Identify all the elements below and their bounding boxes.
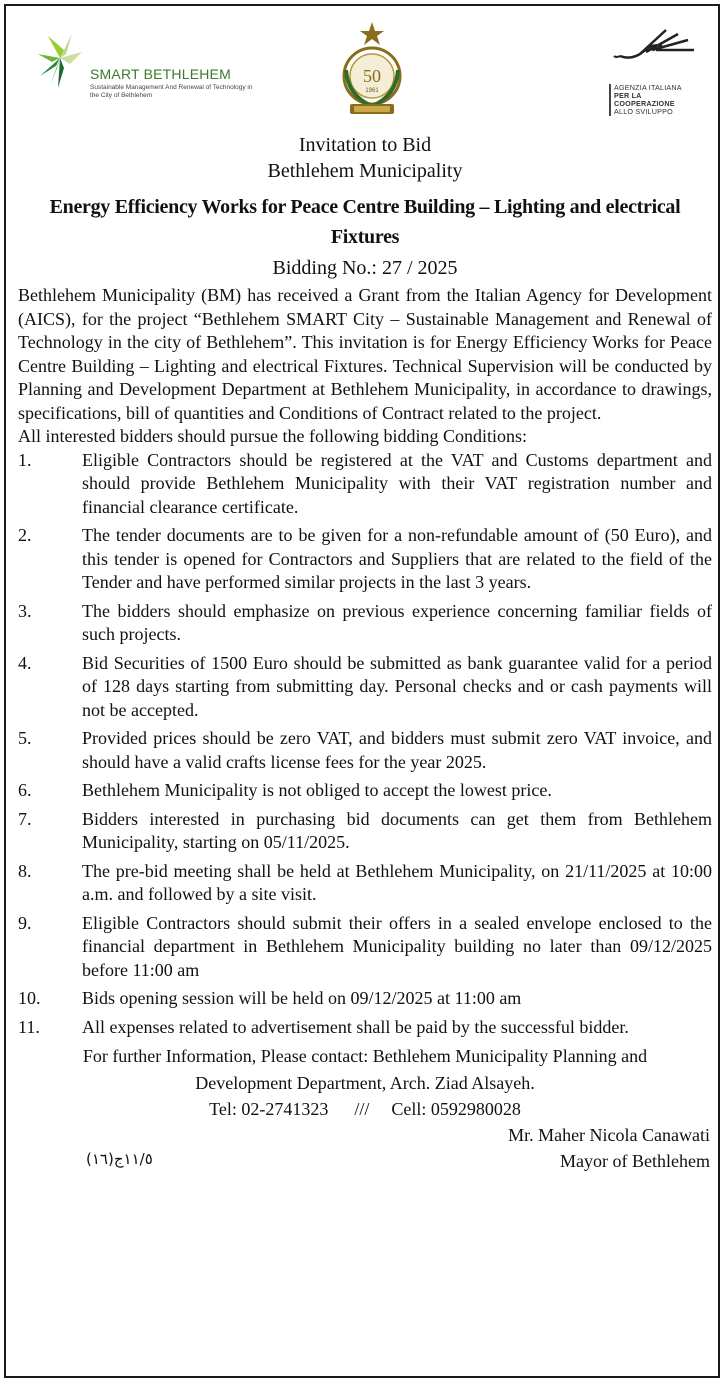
municipality-seal bbox=[332, 20, 412, 120]
signatory-title: Mayor of Bethlehem bbox=[560, 1151, 710, 1171]
condition-number: 2. bbox=[18, 525, 32, 545]
reference-code: (١٦)١١/٥ج bbox=[86, 1150, 153, 1168]
condition-number: 5. bbox=[18, 728, 32, 748]
aics-line-2: PER LA COOPERAZIONE bbox=[614, 91, 675, 108]
condition-number: 3. bbox=[18, 600, 32, 621]
conditions-list bbox=[18, 449, 712, 1040]
invitation-heading: Invitation to Bid bbox=[298, 134, 432, 156]
condition-number: 10. bbox=[18, 988, 41, 1008]
municipality-seal-icon bbox=[332, 20, 412, 120]
seal-year: 1961 bbox=[365, 88, 379, 94]
smart-bethlehem-subtitle: Sustainable Management And Renewal of Technology in the City of Bethlehem bbox=[90, 84, 253, 99]
cell-number: Cell: 0592980028 bbox=[391, 1099, 521, 1119]
condition-item bbox=[18, 1016, 712, 1040]
condition-text: Eligible Contractors should be registered at the VAT and Customs department and should provide Bethlehem Municipality with their VAT registration number and financial clearance certificate. bbox=[82, 449, 712, 517]
condition-number: 1. bbox=[18, 449, 32, 470]
condition-text: The pre-bid meeting shall be held at Bethlehem Municipality, on 21/11/2025 at 10:00 a.m. and followed by a site visit. bbox=[82, 860, 712, 904]
condition-text: The tender documents are to be given for a non-refundable amount of (50 Euro), and this tender is opened for Contractors and Suppliers that are related to the field of the Tender and have performed similar projects in the last 3 years. bbox=[82, 525, 712, 592]
phone-separator: /// bbox=[354, 1099, 370, 1119]
smart-bethlehem-leaf-icon bbox=[30, 28, 90, 112]
condition-item bbox=[18, 987, 712, 1011]
condition-item bbox=[18, 808, 712, 855]
condition-text: Eligible Contractors should submit their offers in a sealed envelope enclosed to the financial department in Bethlehem Municipality building no later than 09/12/2025 before 11:00 am bbox=[82, 912, 712, 980]
intro-paragraph: Bethlehem Municipality (BM) has received a Grant from the Italian Agency for Development (AICS), for the project “Bethlehem SMART City – Sustainable Management and Renewal of Technology in the city of Bethlehem”. This invitation is for Energy Efficiency Works for Peace Centre Building – Lighting and electrical Fixtures. Technical Supervision will be conducted by Planning and Development Department at Bethlehem Municipality, in accordance to drawings, specifications, bill of quantities and Conditions of Contract related to the project. bbox=[18, 285, 712, 423]
dove-icon bbox=[606, 26, 706, 82]
condition-item bbox=[18, 524, 712, 595]
condition-number: 4. bbox=[18, 652, 32, 673]
aics-line-1: AGENZIA ITALIANA bbox=[614, 83, 682, 92]
condition-number: 8. bbox=[18, 860, 32, 881]
condition-text: All expenses related to advertisement shall be paid by the successful bidder. bbox=[82, 1016, 629, 1037]
telephone-number: Tel: 02-2741323 bbox=[209, 1099, 329, 1119]
condition-item bbox=[18, 779, 712, 803]
smart-bethlehem-logo bbox=[30, 28, 253, 112]
condition-text: Bids opening session will be held on 09/12/2025 at 11:00 am bbox=[82, 988, 522, 1008]
condition-item bbox=[18, 652, 712, 723]
condition-item bbox=[18, 912, 712, 983]
condition-item bbox=[18, 449, 712, 520]
condition-text: Bidders interested in purchasing bid documents can get them from Bethlehem Municipality, starting on 05/11/2025. bbox=[82, 808, 712, 852]
condition-text: Provided prices should be zero VAT, and bidders must submit zero VAT invoice, and should have a valid crafts license fees for the year 2025. bbox=[82, 728, 712, 772]
smart-bethlehem-title: SMART BETHLEHEM bbox=[90, 66, 231, 82]
main-content bbox=[18, 132, 712, 1178]
conditions-intro: All interested bidders should pursue the following bidding Conditions: bbox=[18, 426, 527, 446]
condition-number: 7. bbox=[18, 808, 32, 829]
aics-line-3: ALLO SVILUPPO bbox=[614, 107, 673, 116]
logo-header bbox=[6, 6, 718, 130]
signatory-name: Mr. Maher Nicola Canawati bbox=[508, 1125, 710, 1145]
bidding-number: Bidding No.: 27 / 2025 bbox=[272, 257, 458, 279]
contact-line-1: For further Information, Please contact: Bethlehem Municipality Planning and bbox=[82, 1046, 648, 1066]
aics-text bbox=[609, 84, 704, 116]
condition-text: Bethlehem Municipality is not obliged to accept the lowest price. bbox=[82, 780, 552, 800]
svg-text:50: 50 bbox=[363, 66, 381, 86]
condition-item bbox=[18, 860, 712, 907]
condition-number: 11. bbox=[18, 1016, 40, 1037]
phone-line bbox=[18, 1096, 712, 1122]
advertisement-frame bbox=[4, 4, 720, 1378]
condition-item bbox=[18, 600, 712, 647]
condition-number: 6. bbox=[18, 780, 32, 800]
condition-item bbox=[18, 727, 712, 774]
condition-text: Bid Securities of 1500 Euro should be submitted as bank guarantee valid for a period of 128 days starting from submitting day. Personal checks and or cash payments will not be accepted. bbox=[82, 652, 712, 720]
project-title: Energy Efficiency Works for Peace Centre Building – Lighting and electrical Fixtures bbox=[49, 196, 681, 248]
contact-line-2: Development Department, Arch. Ziad Alsayeh. bbox=[195, 1073, 535, 1093]
condition-text: The bidders should emphasize on previous experience concerning familiar fields of such projects. bbox=[82, 600, 712, 644]
signature-block bbox=[18, 1122, 712, 1178]
condition-number: 9. bbox=[18, 912, 32, 933]
municipality-heading: Bethlehem Municipality bbox=[267, 160, 463, 182]
